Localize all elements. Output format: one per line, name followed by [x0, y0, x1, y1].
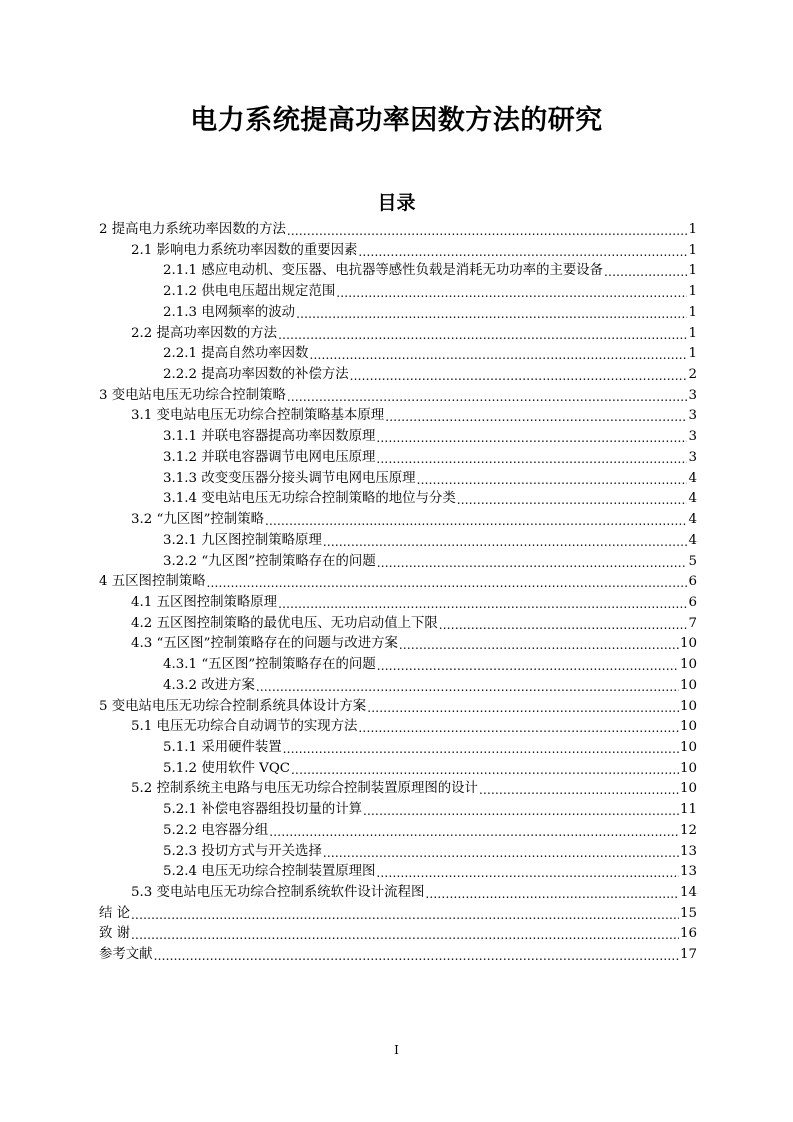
toc-entry-label: 2.2 提高功率因数的方法 [131, 325, 278, 341]
toc-entry[interactable] [163, 303, 697, 323]
toc-entry-label: 3.2.2 “九区图”控制策略存在的问题 [163, 553, 376, 569]
toc-entry-label: 3 变电站电压无功综合控制策略 [99, 387, 286, 403]
toc-dot-leader [296, 305, 687, 323]
toc-entry-page: 3 [688, 429, 697, 445]
document-title: 电力系统提高功率因数方法的研究 [190, 105, 603, 136]
toc-entry-label: 3.1.3 改变变压器分接头调节电网电压原理 [163, 470, 416, 486]
toc-dot-leader [417, 471, 688, 489]
toc-entry-label: 4.3.1 “五区图”控制策略存在的问题 [163, 657, 376, 673]
toc-dot-leader [457, 491, 688, 509]
toc-entry-page: 5 [688, 553, 697, 569]
toc-entry[interactable] [163, 759, 697, 779]
toc-entry-label: 5.1 电压无功综合自动调节的实现方法 [131, 719, 358, 735]
toc-entry-label: 4.3 “五区图”控制策略存在的问题与改进方案 [131, 636, 398, 652]
toc-entry[interactable] [163, 531, 697, 551]
toc-entry[interactable] [131, 593, 697, 613]
toc-entry[interactable] [131, 241, 697, 261]
toc-entry-label: 5.2.3 投切方式与开关选择 [163, 843, 322, 859]
toc-entry-page: 11 [679, 802, 697, 818]
toc-dot-leader [336, 284, 687, 302]
toc-entry-page: 10 [679, 657, 697, 673]
toc-entry-page: 7 [688, 615, 697, 631]
toc-entry[interactable] [163, 261, 697, 281]
toc-dot-leader [323, 844, 679, 862]
toc-entry-page: 4 [688, 470, 697, 486]
toc-entry-label: 2.1 影响电力系统功率因数的重要因素 [131, 242, 358, 258]
toc-dot-leader [283, 740, 679, 758]
toc-entry[interactable] [163, 862, 697, 882]
toc-entry[interactable] [99, 924, 697, 944]
toc-dot-leader [287, 388, 688, 406]
toc-entry[interactable] [163, 427, 697, 447]
toc-dot-leader [439, 616, 688, 634]
toc-entry[interactable] [99, 697, 697, 717]
toc-entry[interactable] [163, 821, 697, 841]
toc-dot-leader [377, 554, 688, 572]
toc-entry[interactable] [163, 469, 697, 489]
toc-entry-label: 5.1.1 采用硬件装置 [163, 740, 282, 755]
toc-entry[interactable] [163, 676, 697, 696]
toc-entry-page: 4 [688, 491, 697, 507]
toc-entry-label: 5.2.4 电压无功综合控制装置原理图 [163, 864, 376, 880]
toc-dot-leader [287, 222, 688, 240]
toc-entry[interactable] [99, 220, 697, 240]
toc-entry-label: 结 论 [99, 905, 131, 921]
toc-entry[interactable] [131, 510, 697, 530]
toc-dot-leader [323, 533, 688, 551]
toc-entry[interactable] [99, 572, 697, 592]
toc-dot-leader [350, 367, 688, 385]
toc-entry-page: 4 [688, 532, 697, 548]
toc-entry-page: 1 [688, 304, 697, 320]
toc-dot-leader [154, 947, 679, 965]
toc-entry[interactable] [163, 842, 697, 862]
toc-entry[interactable] [163, 344, 697, 364]
toc-entry[interactable] [99, 386, 697, 406]
toc-entry-label: 5.1.2 使用软件 VQC [163, 760, 291, 776]
toc-entry-label: 5.2.1 补偿电容器组投切量的计算 [163, 802, 363, 818]
toc-entry[interactable] [99, 904, 697, 924]
toc-entry-page: 1 [688, 263, 697, 279]
toc-dot-leader [309, 346, 687, 364]
toc-entry-page: 3 [688, 387, 697, 403]
toc-entry-label: 2.1.1 感应电动机、变压器、电抗器等感性负载是消耗无功功率的主要设备 [163, 263, 604, 279]
toc-entry-page: 10 [679, 781, 697, 797]
toc-entry[interactable] [131, 324, 697, 344]
toc-entry-page: 3 [688, 408, 697, 424]
toc-entry[interactable] [99, 945, 697, 965]
toc-dot-leader [399, 636, 679, 654]
toc-dot-leader [376, 864, 679, 882]
toc-entry-label: 参考文献 [99, 947, 153, 963]
toc-entry[interactable] [163, 282, 697, 302]
toc-entry-label: 3.1.4 变电站电压无功综合控制策略的地位与分类 [163, 491, 456, 507]
toc-entry-page: 6 [688, 594, 697, 610]
toc-dot-leader [256, 678, 679, 696]
toc-entry-page: 1 [688, 325, 697, 341]
toc-dot-leader [358, 243, 687, 261]
toc-entry-page: 1 [688, 222, 697, 237]
toc-dot-leader [207, 574, 688, 592]
toc-entry-page: 6 [688, 574, 697, 590]
toc-entry-page: 10 [679, 677, 697, 693]
toc-entry-label: 3.1 变电站电压无功综合控制策略基本原理 [131, 408, 385, 424]
toc-entry[interactable] [131, 717, 697, 737]
toc-entry[interactable] [131, 406, 697, 426]
toc-entry[interactable] [163, 489, 697, 509]
toc-entry-label: 2 提高电力系统功率因数的方法 [99, 222, 286, 237]
toc-entry-label: 3.2.1 九区图控制策略原理 [163, 532, 322, 548]
toc-entry-page: 10 [679, 698, 697, 714]
toc-entry-label: 4.1 五区图控制策略原理 [131, 594, 278, 610]
toc-entry-page: 16 [679, 926, 697, 942]
toc-dot-leader [131, 926, 679, 944]
toc-entry-label: 5.2 控制系统主电路与电压无功综合控制装置原理图的设计 [131, 781, 478, 797]
toc-entry-page: 12 [679, 822, 697, 838]
toc-entry-label: 4.2 五区图控制策略的最优电压、无功启动值上下限 [131, 615, 438, 631]
toc-entry[interactable] [131, 634, 697, 654]
toc-dot-leader [131, 906, 679, 924]
toc-entry-page: 10 [679, 760, 697, 776]
toc-dot-leader [291, 761, 679, 779]
toc-entry[interactable] [163, 448, 697, 468]
toc-entry[interactable] [163, 365, 697, 385]
toc-entry[interactable] [163, 738, 697, 758]
toc-entry-page: 4 [688, 512, 697, 528]
toc-dot-leader [385, 408, 687, 426]
toc-dot-leader [376, 429, 687, 447]
toc-dot-leader [479, 781, 679, 799]
toc-entry[interactable] [131, 883, 697, 903]
toc-dot-leader [376, 450, 687, 468]
toc-entry[interactable] [131, 779, 697, 799]
toc-entry[interactable] [163, 655, 697, 675]
toc-entry-page: 1 [688, 346, 697, 362]
toc-entry-label: 3.1.2 并联电容器调节电网电压原理 [163, 449, 376, 465]
toc-entry-page: 1 [688, 284, 697, 300]
toc-entry-label: 5.3 变电站电压无功综合控制系统软件设计流程图 [131, 885, 425, 901]
toc-dot-leader [604, 263, 687, 281]
toc-dot-leader [278, 595, 687, 613]
toc-dot-leader [278, 326, 687, 344]
toc-entry-page: 14 [679, 885, 697, 901]
toc-heading: 目录 [377, 192, 416, 214]
toc-dot-leader [363, 802, 679, 820]
toc-entry-page: 3 [688, 449, 697, 465]
toc-entry-label: 4.3.2 改进方案 [163, 677, 255, 693]
toc-entry-label: 2.2.1 提高自然功率因数 [163, 346, 309, 362]
toc-dot-leader [377, 657, 679, 675]
toc-entry-page: 10 [679, 719, 697, 735]
toc-entry-page: 17 [679, 947, 697, 963]
toc-entry-page: 2 [688, 367, 697, 383]
toc-entry-label: 2.2.2 提高功率因数的补偿方法 [163, 367, 349, 383]
toc-dot-leader [269, 823, 679, 841]
toc-entry-label: 3.2 “九区图”控制策略 [131, 512, 264, 528]
toc-dot-leader [367, 699, 679, 717]
toc-entry[interactable] [163, 552, 697, 572]
toc-entry-label: 2.1.2 供电电压超出规定范围 [163, 284, 336, 300]
toc-dot-leader [358, 719, 679, 737]
toc-entry-label: 致 谢 [99, 926, 131, 942]
toc-entry-label: 3.1.1 并联电容器提高功率因数原理 [163, 429, 376, 445]
toc-entry-page: 13 [679, 843, 697, 859]
toc-entry-label: 4 五区图控制策略 [99, 574, 206, 590]
toc-entry-label: 2.1.3 电网频率的波动 [163, 304, 296, 320]
toc-entry-page: 1 [688, 242, 697, 258]
toc-entry[interactable] [163, 800, 697, 820]
toc-entry-page: 13 [679, 864, 697, 880]
toc-entry-label: 5.2.2 电容器分组 [163, 822, 269, 838]
toc-entry-page: 10 [679, 740, 697, 755]
toc-dot-leader [425, 885, 679, 903]
toc-entry-label: 5 变电站电压无功综合控制系统具体设计方案 [99, 698, 367, 714]
toc-entry-page: 10 [679, 636, 697, 652]
page-number: I [394, 1043, 399, 1057]
toc-entry-page: 15 [679, 905, 697, 921]
toc-entry[interactable] [131, 614, 697, 634]
toc-dot-leader [265, 512, 687, 530]
